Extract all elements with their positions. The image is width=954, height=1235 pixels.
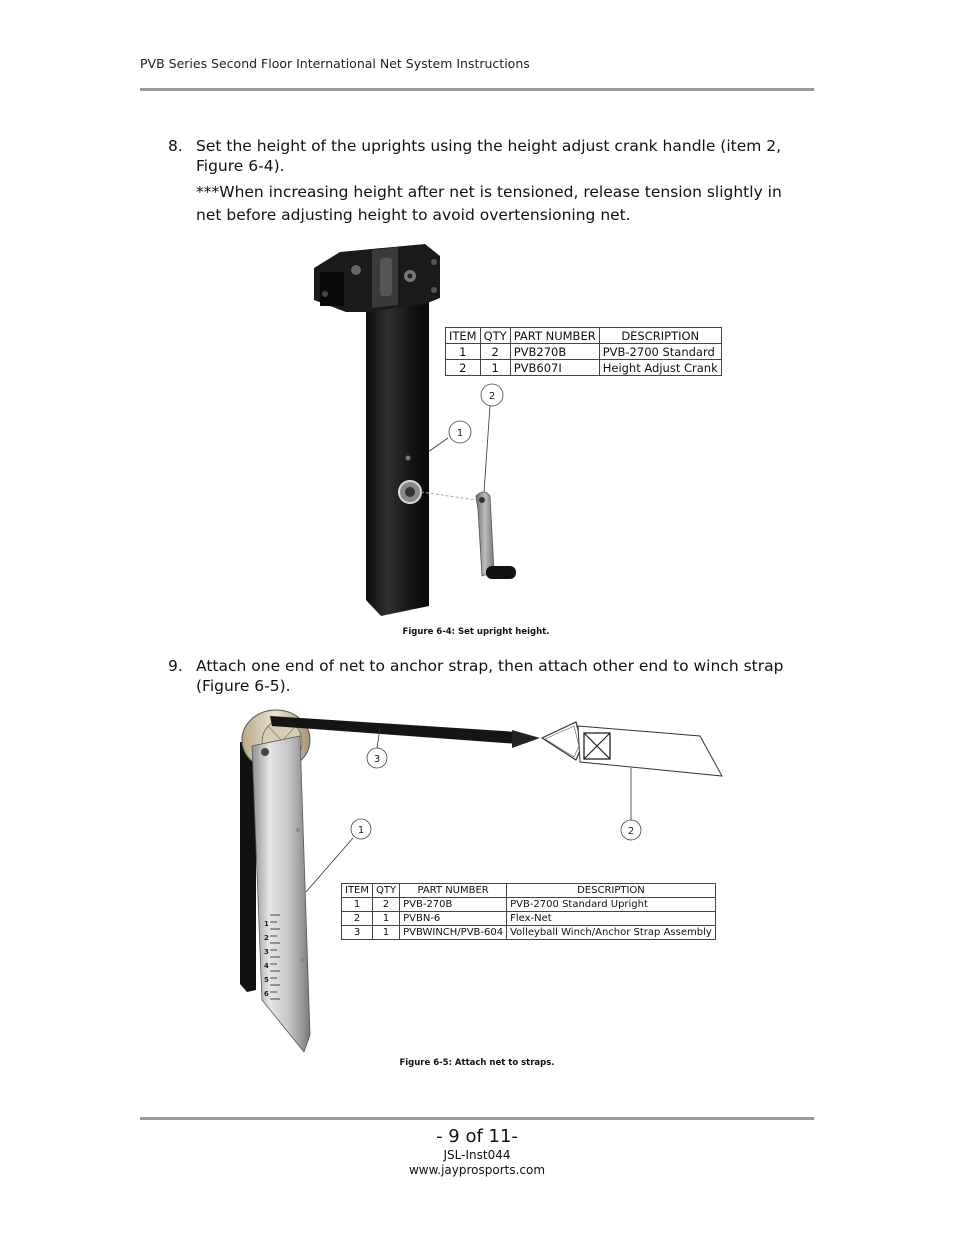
callout-2: 2 xyxy=(488,391,496,402)
cell: PVBWINCH/PVB-604 xyxy=(400,926,507,940)
col-description: DESCRIPTION xyxy=(507,884,716,898)
cell: 1 xyxy=(446,344,481,360)
cell: Height Adjust Crank xyxy=(599,360,721,376)
col-part-number: PART NUMBER xyxy=(400,884,507,898)
col-part-number: PART NUMBER xyxy=(510,328,599,344)
col-item: ITEM xyxy=(446,328,481,344)
footer-rule xyxy=(140,1117,814,1120)
cell: Flex-Net xyxy=(507,912,716,926)
table-row xyxy=(342,912,716,926)
cell: PVB-270B xyxy=(400,898,507,912)
document-id: JSL-Inst044 xyxy=(443,1148,511,1162)
cell: 1 xyxy=(480,360,510,376)
cell: 1 xyxy=(373,926,400,940)
cell: 2 xyxy=(373,898,400,912)
cell: 3 xyxy=(342,926,373,940)
cell: PVB607I xyxy=(510,360,599,376)
cell: PVB270B xyxy=(510,344,599,360)
table-row xyxy=(342,898,716,912)
website-link[interactable]: www.jayprosports.com xyxy=(408,1163,546,1177)
scale-mark-1: 1 xyxy=(264,920,269,928)
callout-3: 3 xyxy=(373,754,381,765)
cell: 2 xyxy=(480,344,510,360)
step-text: Attach one end of net to anchor strap, then attach other end to winch strap (Figure 6-5). xyxy=(196,657,784,695)
col-qty: QTY xyxy=(480,328,510,344)
callout-1: 1 xyxy=(357,825,365,836)
callout-2: 2 xyxy=(627,826,635,837)
scale-mark-6: 6 xyxy=(264,990,269,998)
table-row xyxy=(342,926,716,940)
figure-6-4-caption: Figure 6-4: Set upright height. xyxy=(402,627,550,637)
col-qty: QTY xyxy=(373,884,400,898)
upright-post xyxy=(252,736,310,1052)
step-number: 8. xyxy=(168,137,183,155)
table-header-row xyxy=(342,884,716,898)
cell: 2 xyxy=(342,912,373,926)
figure-6-5-caption: Figure 6-5: Attach net to straps. xyxy=(399,1058,555,1068)
scale-mark-2: 2 xyxy=(264,934,269,942)
step-number: 9. xyxy=(168,657,183,675)
page-number: - 9 of 11- xyxy=(436,1126,518,1147)
col-item: ITEM xyxy=(342,884,373,898)
scale-mark-3: 3 xyxy=(264,948,269,956)
cell: PVB-2700 Standard xyxy=(599,344,721,360)
scale-mark-4: 4 xyxy=(264,962,269,970)
col-description: DESCRIPTION xyxy=(599,328,721,344)
scale-mark-5: 5 xyxy=(264,976,269,984)
cell: PVBN-6 xyxy=(400,912,507,926)
cell: 1 xyxy=(342,898,373,912)
cell: 2 xyxy=(446,360,481,376)
callout-1: 1 xyxy=(456,428,464,439)
cell: PVB-2700 Standard Upright xyxy=(507,898,716,912)
cell: Volleyball Winch/Anchor Strap Assembly xyxy=(507,926,716,940)
step-8-note: ***When increasing height after net is tensioned, release tension slightly in net before adjusting height to avoid overtensioning net. xyxy=(196,183,782,224)
step-text: Set the height of the uprights using the height adjust crank handle (item 2, Figure 6-4). xyxy=(196,137,782,175)
document-header: PVB Series Second Floor International Net System Instructions xyxy=(140,56,530,71)
cell: 1 xyxy=(373,912,400,926)
parts-table-6-5 xyxy=(341,883,716,940)
